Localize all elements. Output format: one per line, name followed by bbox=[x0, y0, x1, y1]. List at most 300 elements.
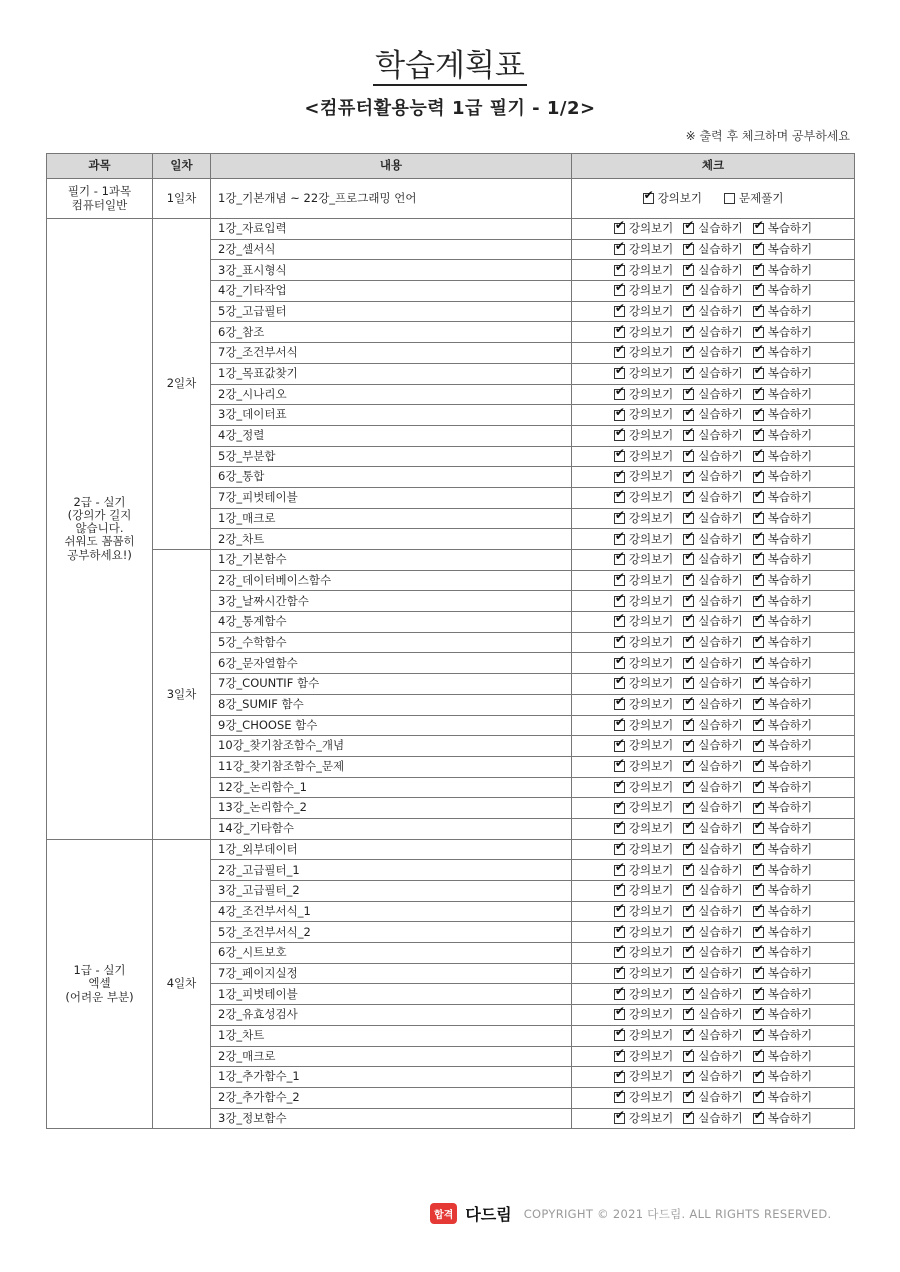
review-checkbox[interactable] bbox=[753, 1009, 764, 1020]
review-checkbox[interactable] bbox=[753, 844, 764, 855]
practice-check[interactable] bbox=[683, 470, 742, 483]
lecture-check[interactable] bbox=[614, 388, 673, 401]
lecture-checkbox[interactable] bbox=[614, 368, 625, 379]
practice-checkbox[interactable] bbox=[683, 803, 694, 814]
lecture-checkbox[interactable] bbox=[614, 803, 625, 814]
lecture-checkbox[interactable] bbox=[614, 1113, 625, 1124]
review-label: 복습하기 bbox=[767, 552, 813, 567]
review-checkbox[interactable] bbox=[753, 1072, 764, 1083]
review-check[interactable] bbox=[753, 388, 812, 401]
review-label: 복습하기 bbox=[767, 717, 813, 732]
lecture-checkbox[interactable] bbox=[614, 1092, 625, 1103]
review-checkbox[interactable] bbox=[753, 368, 764, 379]
check-cell bbox=[572, 1025, 855, 1046]
practice-check[interactable] bbox=[683, 884, 742, 897]
review-check[interactable] bbox=[753, 905, 812, 918]
practice-check[interactable] bbox=[683, 346, 742, 359]
lecture-check[interactable] bbox=[614, 553, 673, 566]
lecture-check[interactable] bbox=[614, 533, 673, 546]
lecture-checkbox[interactable] bbox=[614, 306, 625, 317]
review-check[interactable] bbox=[753, 512, 812, 525]
review-check[interactable] bbox=[753, 760, 812, 773]
problem-check[interactable] bbox=[724, 192, 783, 205]
lecture-checkbox[interactable] bbox=[614, 1030, 625, 1041]
lecture-checkbox[interactable] bbox=[614, 782, 625, 793]
practice-checkbox[interactable] bbox=[683, 513, 694, 524]
review-checkbox[interactable] bbox=[753, 865, 764, 876]
review-checkbox[interactable] bbox=[753, 223, 764, 234]
practice-check[interactable] bbox=[683, 781, 742, 794]
practice-check[interactable] bbox=[683, 988, 742, 1001]
practice-check[interactable] bbox=[683, 822, 742, 835]
content-cell: 1강_기본개념 ~ 22강_프로그래밍 언어 bbox=[211, 179, 572, 219]
practice-checkbox[interactable] bbox=[683, 223, 694, 234]
review-check[interactable] bbox=[753, 243, 812, 256]
practice-checkbox[interactable] bbox=[683, 678, 694, 689]
lecture-check[interactable] bbox=[614, 636, 673, 649]
table-header-row bbox=[47, 154, 855, 179]
practice-checkbox[interactable] bbox=[683, 554, 694, 565]
lecture-check[interactable] bbox=[614, 1008, 673, 1021]
practice-check[interactable] bbox=[683, 677, 742, 690]
lecture-checkbox[interactable] bbox=[614, 492, 625, 503]
practice-checkbox[interactable] bbox=[683, 347, 694, 358]
review-check[interactable] bbox=[753, 553, 812, 566]
lecture-check[interactable] bbox=[614, 326, 673, 339]
review-check[interactable] bbox=[753, 926, 812, 939]
review-label: 복습하기 bbox=[767, 1007, 813, 1022]
review-checkbox[interactable] bbox=[753, 741, 764, 752]
review-checkbox[interactable] bbox=[753, 782, 764, 793]
lecture-check[interactable] bbox=[614, 367, 673, 380]
review-label: 복습하기 bbox=[767, 1110, 813, 1125]
review-check[interactable] bbox=[753, 781, 812, 794]
review-checkbox[interactable] bbox=[753, 1030, 764, 1041]
lecture-check[interactable] bbox=[614, 491, 673, 504]
lecture-checkbox[interactable] bbox=[614, 616, 625, 627]
content-cell: 9강_CHOOSE 함수 bbox=[211, 715, 572, 736]
practice-checkbox[interactable] bbox=[683, 410, 694, 421]
practice-checkbox[interactable] bbox=[683, 906, 694, 917]
lecture-check[interactable] bbox=[614, 429, 673, 442]
lecture-check[interactable] bbox=[614, 470, 673, 483]
review-check[interactable] bbox=[753, 264, 812, 277]
review-checkbox[interactable] bbox=[753, 927, 764, 938]
lecture-checkbox[interactable] bbox=[614, 244, 625, 255]
lecture-check[interactable] bbox=[614, 1070, 673, 1083]
lecture-check[interactable] bbox=[614, 615, 673, 628]
lecture-check[interactable] bbox=[614, 243, 673, 256]
practice-check[interactable] bbox=[683, 946, 742, 959]
review-checkbox[interactable] bbox=[753, 658, 764, 669]
practice-check[interactable] bbox=[683, 533, 742, 546]
practice-checkbox[interactable] bbox=[683, 637, 694, 648]
review-check[interactable] bbox=[753, 615, 812, 628]
practice-check[interactable] bbox=[683, 429, 742, 442]
review-check[interactable] bbox=[753, 408, 812, 421]
practice-checkbox[interactable] bbox=[683, 865, 694, 876]
lecture-checkbox[interactable] bbox=[614, 761, 625, 772]
review-checkbox[interactable] bbox=[753, 885, 764, 896]
lecture-check[interactable] bbox=[614, 284, 673, 297]
lecture-check[interactable] bbox=[614, 574, 673, 587]
review-check[interactable] bbox=[753, 657, 812, 670]
table-row bbox=[47, 179, 855, 219]
review-checkbox[interactable] bbox=[753, 472, 764, 483]
lecture-check[interactable] bbox=[614, 450, 673, 463]
practice-check[interactable] bbox=[683, 305, 742, 318]
review-checkbox[interactable] bbox=[753, 906, 764, 917]
review-checkbox[interactable] bbox=[753, 513, 764, 524]
lecture-checkbox[interactable] bbox=[614, 885, 625, 896]
review-checkbox[interactable] bbox=[753, 989, 764, 1000]
practice-checkbox[interactable] bbox=[683, 265, 694, 276]
lecture-checkbox[interactable] bbox=[614, 347, 625, 358]
lecture-checkbox[interactable] bbox=[614, 1051, 625, 1062]
content-cell: 3강_정보함수 bbox=[211, 1108, 572, 1129]
practice-check[interactable] bbox=[683, 326, 742, 339]
review-checkbox[interactable] bbox=[753, 492, 764, 503]
practice-check[interactable] bbox=[683, 388, 742, 401]
review-checkbox[interactable] bbox=[753, 637, 764, 648]
practice-check[interactable] bbox=[683, 719, 742, 732]
review-check[interactable] bbox=[753, 222, 812, 235]
review-check[interactable] bbox=[753, 284, 812, 297]
lecture-check[interactable] bbox=[614, 677, 673, 690]
practice-checkbox[interactable] bbox=[683, 430, 694, 441]
review-checkbox[interactable] bbox=[753, 347, 764, 358]
review-check[interactable] bbox=[753, 1091, 812, 1104]
lecture-check[interactable] bbox=[614, 346, 673, 359]
practice-check[interactable] bbox=[683, 243, 742, 256]
subject-line: 필기 - 1과목 bbox=[67, 184, 132, 199]
lecture-checkbox[interactable] bbox=[614, 472, 625, 483]
practice-check[interactable] bbox=[683, 1070, 742, 1083]
lecture-check[interactable] bbox=[614, 305, 673, 318]
lecture-check[interactable] bbox=[614, 926, 673, 939]
lecture-check[interactable] bbox=[614, 801, 673, 814]
review-check[interactable] bbox=[753, 822, 812, 835]
practice-check[interactable] bbox=[683, 367, 742, 380]
lecture-check[interactable] bbox=[614, 698, 673, 711]
practice-checkbox[interactable] bbox=[683, 1092, 694, 1103]
lecture-check[interactable] bbox=[614, 1050, 673, 1063]
lecture-label: 강의보기 bbox=[628, 924, 674, 939]
practice-check[interactable] bbox=[683, 615, 742, 628]
practice-checkbox[interactable] bbox=[683, 285, 694, 296]
practice-checkbox[interactable] bbox=[683, 596, 694, 607]
review-check[interactable] bbox=[753, 595, 812, 608]
practice-check[interactable] bbox=[683, 739, 742, 752]
lecture-checkbox[interactable] bbox=[614, 327, 625, 338]
lecture-checkbox[interactable] bbox=[614, 989, 625, 1000]
content-cell: 3강_데이터표 bbox=[211, 405, 572, 426]
practice-checkbox[interactable] bbox=[683, 492, 694, 503]
lecture-checkbox[interactable] bbox=[614, 720, 625, 731]
page-subtitle: <컴퓨터활용능력 1급 필기 - 1/2> bbox=[304, 98, 596, 119]
practice-checkbox[interactable] bbox=[683, 244, 694, 255]
check-cell bbox=[572, 405, 855, 426]
lecture-check[interactable] bbox=[614, 512, 673, 525]
practice-checkbox[interactable] bbox=[683, 575, 694, 586]
lecture-check[interactable] bbox=[614, 739, 673, 752]
practice-checkbox[interactable] bbox=[683, 1051, 694, 1062]
practice-check[interactable] bbox=[683, 553, 742, 566]
practice-checkbox[interactable] bbox=[683, 741, 694, 752]
practice-check[interactable] bbox=[683, 1050, 742, 1063]
lecture-checkbox[interactable] bbox=[614, 947, 625, 958]
practice-label: 실습하기 bbox=[698, 490, 743, 505]
review-label: 복습하기 bbox=[767, 903, 813, 918]
check-cell bbox=[572, 425, 855, 446]
lecture-check[interactable] bbox=[614, 905, 673, 918]
practice-check[interactable] bbox=[683, 801, 742, 814]
lecture-check[interactable] bbox=[614, 595, 673, 608]
lecture-check[interactable] bbox=[614, 988, 673, 1001]
lecture-check[interactable] bbox=[614, 264, 673, 277]
review-label: 복습하기 bbox=[767, 221, 813, 236]
lecture-check[interactable] bbox=[614, 222, 673, 235]
lecture-checkbox[interactable] bbox=[614, 451, 625, 462]
review-checkbox[interactable] bbox=[753, 699, 764, 710]
review-checkbox[interactable] bbox=[753, 410, 764, 421]
practice-check[interactable] bbox=[683, 491, 742, 504]
review-check[interactable] bbox=[753, 801, 812, 814]
lecture-checkbox[interactable] bbox=[614, 823, 625, 834]
practice-check[interactable] bbox=[683, 636, 742, 649]
review-checkbox[interactable] bbox=[753, 596, 764, 607]
practice-check[interactable] bbox=[683, 1029, 742, 1042]
practice-checkbox[interactable] bbox=[683, 616, 694, 627]
lecture-checkbox[interactable] bbox=[614, 906, 625, 917]
lecture-check[interactable] bbox=[614, 1091, 673, 1104]
lecture-checkbox[interactable] bbox=[614, 678, 625, 689]
practice-checkbox[interactable] bbox=[683, 968, 694, 979]
review-checkbox[interactable] bbox=[753, 823, 764, 834]
review-checkbox[interactable] bbox=[753, 389, 764, 400]
lecture-check[interactable] bbox=[643, 192, 702, 205]
review-check[interactable] bbox=[753, 429, 812, 442]
practice-check[interactable] bbox=[683, 222, 742, 235]
practice-checkbox[interactable] bbox=[683, 823, 694, 834]
content-cell: 6강_참조 bbox=[211, 322, 572, 343]
practice-label: 실습하기 bbox=[698, 986, 743, 1001]
review-checkbox[interactable] bbox=[753, 803, 764, 814]
review-label: 복습하기 bbox=[767, 759, 813, 774]
practice-check[interactable] bbox=[683, 1112, 742, 1125]
review-check[interactable] bbox=[753, 1050, 812, 1063]
lecture-checkbox[interactable] bbox=[614, 575, 625, 586]
practice-check[interactable] bbox=[683, 926, 742, 939]
lecture-checkbox[interactable] bbox=[614, 865, 625, 876]
lecture-checkbox[interactable] bbox=[614, 658, 625, 669]
practice-checkbox[interactable] bbox=[683, 1030, 694, 1041]
lecture-checkbox[interactable] bbox=[614, 410, 625, 421]
practice-checkbox[interactable] bbox=[683, 1113, 694, 1124]
review-check[interactable] bbox=[753, 1008, 812, 1021]
review-check[interactable] bbox=[753, 491, 812, 504]
review-checkbox[interactable] bbox=[753, 285, 764, 296]
review-checkbox[interactable] bbox=[753, 306, 764, 317]
practice-check[interactable] bbox=[683, 864, 742, 877]
lecture-checkbox[interactable] bbox=[614, 223, 625, 234]
review-checkbox[interactable] bbox=[753, 451, 764, 462]
practice-checkbox[interactable] bbox=[683, 947, 694, 958]
practice-checkbox[interactable] bbox=[683, 1072, 694, 1083]
practice-check[interactable] bbox=[683, 967, 742, 980]
practice-checkbox[interactable] bbox=[683, 927, 694, 938]
practice-check[interactable] bbox=[683, 1091, 742, 1104]
lecture-label: 강의보기 bbox=[628, 1110, 674, 1125]
lecture-check[interactable] bbox=[614, 864, 673, 877]
review-checkbox[interactable] bbox=[753, 968, 764, 979]
lecture-checkbox[interactable] bbox=[614, 389, 625, 400]
review-check[interactable] bbox=[753, 305, 812, 318]
lecture-label: 강의보기 bbox=[628, 1048, 674, 1063]
review-checkbox[interactable] bbox=[753, 761, 764, 772]
review-check[interactable] bbox=[753, 326, 812, 339]
review-label: 복습하기 bbox=[767, 490, 813, 505]
review-checkbox[interactable] bbox=[753, 265, 764, 276]
review-check[interactable] bbox=[753, 739, 812, 752]
review-check[interactable] bbox=[753, 450, 812, 463]
lecture-check[interactable] bbox=[614, 967, 673, 980]
lecture-checkbox[interactable] bbox=[614, 968, 625, 979]
practice-check[interactable] bbox=[683, 574, 742, 587]
review-checkbox[interactable] bbox=[753, 1051, 764, 1062]
review-check[interactable] bbox=[753, 470, 812, 483]
lecture-check[interactable] bbox=[614, 760, 673, 773]
review-check[interactable] bbox=[753, 864, 812, 877]
lecture-check[interactable] bbox=[614, 1029, 673, 1042]
lecture-checkbox[interactable] bbox=[614, 534, 625, 545]
review-check[interactable] bbox=[753, 1112, 812, 1125]
lecture-checkbox[interactable] bbox=[614, 513, 625, 524]
review-check[interactable] bbox=[753, 698, 812, 711]
practice-checkbox[interactable] bbox=[683, 327, 694, 338]
content-cell: 1강_추가함수_1 bbox=[211, 1067, 572, 1088]
review-check[interactable] bbox=[753, 884, 812, 897]
practice-check[interactable] bbox=[683, 450, 742, 463]
lecture-checkbox[interactable] bbox=[614, 844, 625, 855]
problem-checkbox[interactable] bbox=[724, 193, 735, 204]
practice-checkbox[interactable] bbox=[683, 989, 694, 1000]
lecture-checkbox[interactable] bbox=[614, 699, 625, 710]
practice-checkbox[interactable] bbox=[683, 761, 694, 772]
practice-check[interactable] bbox=[683, 843, 742, 856]
practice-check[interactable] bbox=[683, 698, 742, 711]
review-check[interactable] bbox=[753, 677, 812, 690]
review-check[interactable] bbox=[753, 843, 812, 856]
lecture-checkbox[interactable] bbox=[614, 430, 625, 441]
lecture-label: 강의보기 bbox=[628, 572, 674, 587]
practice-check[interactable] bbox=[683, 512, 742, 525]
lecture-check[interactable] bbox=[614, 657, 673, 670]
lecture-check[interactable] bbox=[614, 408, 673, 421]
practice-check[interactable] bbox=[683, 264, 742, 277]
practice-checkbox[interactable] bbox=[683, 306, 694, 317]
review-check[interactable] bbox=[753, 574, 812, 587]
practice-check[interactable] bbox=[683, 760, 742, 773]
review-check[interactable] bbox=[753, 988, 812, 1001]
lecture-check[interactable] bbox=[614, 781, 673, 794]
lecture-checkbox[interactable] bbox=[614, 927, 625, 938]
review-checkbox[interactable] bbox=[753, 534, 764, 545]
review-check[interactable] bbox=[753, 346, 812, 359]
practice-checkbox[interactable] bbox=[683, 720, 694, 731]
practice-checkbox[interactable] bbox=[683, 885, 694, 896]
review-checkbox[interactable] bbox=[753, 244, 764, 255]
review-checkbox[interactable] bbox=[753, 430, 764, 441]
review-check[interactable] bbox=[753, 367, 812, 380]
review-check[interactable] bbox=[753, 636, 812, 649]
practice-checkbox[interactable] bbox=[683, 782, 694, 793]
review-check[interactable] bbox=[753, 967, 812, 980]
lecture-checkbox[interactable] bbox=[614, 741, 625, 752]
lecture-checkbox[interactable] bbox=[614, 596, 625, 607]
lecture-check[interactable] bbox=[614, 719, 673, 732]
review-checkbox[interactable] bbox=[753, 554, 764, 565]
practice-check[interactable] bbox=[683, 595, 742, 608]
lecture-checkbox[interactable] bbox=[614, 1072, 625, 1083]
practice-check[interactable] bbox=[683, 1008, 742, 1021]
practice-checkbox[interactable] bbox=[683, 451, 694, 462]
lecture-check[interactable] bbox=[614, 946, 673, 959]
review-check[interactable] bbox=[753, 1070, 812, 1083]
review-checkbox[interactable] bbox=[753, 1113, 764, 1124]
practice-checkbox[interactable] bbox=[683, 534, 694, 545]
review-check[interactable] bbox=[753, 533, 812, 546]
lecture-check[interactable] bbox=[614, 843, 673, 856]
practice-checkbox[interactable] bbox=[683, 699, 694, 710]
review-check[interactable] bbox=[753, 946, 812, 959]
review-check[interactable] bbox=[753, 719, 812, 732]
content-cell: 4강_통계함수 bbox=[211, 612, 572, 633]
practice-label: 실습하기 bbox=[698, 303, 743, 318]
review-checkbox[interactable] bbox=[753, 327, 764, 338]
practice-checkbox[interactable] bbox=[683, 472, 694, 483]
lecture-checkbox[interactable] bbox=[614, 265, 625, 276]
review-checkbox[interactable] bbox=[753, 616, 764, 627]
review-check[interactable] bbox=[753, 1029, 812, 1042]
practice-checkbox[interactable] bbox=[683, 1009, 694, 1020]
check-cell bbox=[572, 798, 855, 819]
practice-checkbox[interactable] bbox=[683, 368, 694, 379]
lecture-checkbox[interactable] bbox=[614, 285, 625, 296]
review-checkbox[interactable] bbox=[753, 947, 764, 958]
lecture-checkbox[interactable] bbox=[614, 554, 625, 565]
content-cell: 2강_추가함수_2 bbox=[211, 1087, 572, 1108]
practice-checkbox[interactable] bbox=[683, 844, 694, 855]
table-row bbox=[47, 219, 855, 240]
review-checkbox[interactable] bbox=[753, 575, 764, 586]
practice-check[interactable] bbox=[683, 905, 742, 918]
review-checkbox[interactable] bbox=[753, 678, 764, 689]
lecture-checkbox[interactable] bbox=[643, 193, 654, 204]
practice-check[interactable] bbox=[683, 284, 742, 297]
practice-checkbox[interactable] bbox=[683, 389, 694, 400]
lecture-checkbox[interactable] bbox=[614, 637, 625, 648]
practice-checkbox[interactable] bbox=[683, 658, 694, 669]
lecture-check[interactable] bbox=[614, 822, 673, 835]
review-checkbox[interactable] bbox=[753, 1092, 764, 1103]
practice-check[interactable] bbox=[683, 408, 742, 421]
lecture-check[interactable] bbox=[614, 884, 673, 897]
practice-check[interactable] bbox=[683, 657, 742, 670]
review-checkbox[interactable] bbox=[753, 720, 764, 731]
lecture-checkbox[interactable] bbox=[614, 1009, 625, 1020]
lecture-check[interactable] bbox=[614, 1112, 673, 1125]
